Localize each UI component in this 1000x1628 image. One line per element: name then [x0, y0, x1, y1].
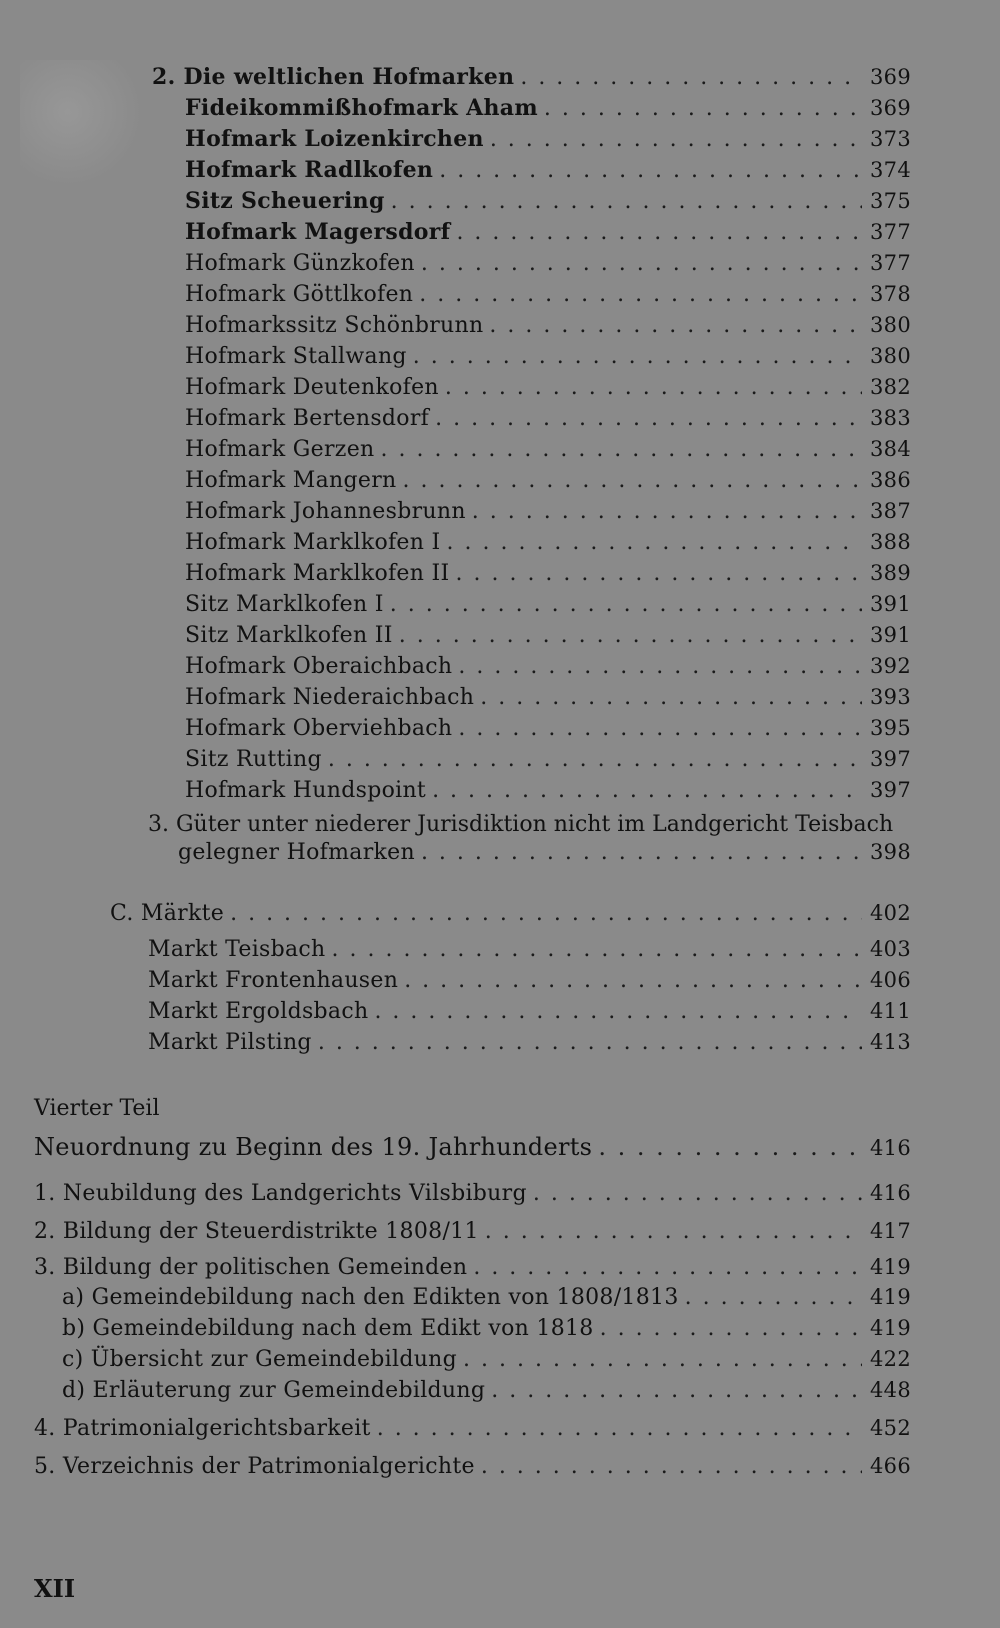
leader-dots	[485, 1219, 862, 1245]
toc-entry-label: Sitz Marklkofen II	[185, 623, 393, 648]
toc-entry-hofmark[interactable]	[185, 436, 910, 463]
leader-dots	[520, 65, 862, 91]
toc-entry-page: 382	[870, 375, 911, 399]
toc-entry-page: 402	[870, 901, 911, 925]
toc-entry-label: Hofmark Mangern	[185, 468, 397, 493]
toc-entry-label: C. Märkte	[110, 901, 225, 926]
toc-entry-hofmark[interactable]	[185, 777, 910, 804]
toc-entry-page: 413	[870, 1030, 911, 1054]
toc-entry-page: 369	[870, 96, 911, 120]
toc-entry-page: 466	[870, 1454, 911, 1478]
toc-entry-page: 378	[870, 282, 911, 306]
toc-entry-hofmark[interactable]	[185, 405, 910, 432]
leader-dots	[374, 999, 862, 1025]
toc-entry-page: 380	[870, 313, 911, 337]
toc-entry-label: Hofmark Hundspoint	[185, 778, 427, 803]
leader-dots	[458, 716, 862, 742]
toc-entry-page: 416	[870, 1181, 911, 1205]
leader-dots	[230, 901, 862, 927]
leader-dots	[421, 840, 862, 866]
toc-entry-page: 391	[870, 623, 911, 647]
toc-entry-page: 389	[870, 561, 911, 585]
toc-entry-hofmark[interactable]	[185, 622, 910, 649]
toc-entry-page: 419	[870, 1285, 911, 1309]
toc-entry-label: a) Gemeindebildung nach den Edikten von 1808/1813	[62, 1285, 679, 1310]
leader-dots	[480, 685, 862, 711]
toc-entry-page: 375	[870, 189, 911, 213]
toc-entry-hofmark[interactable]	[185, 498, 910, 525]
toc-entry-weltliche-hofmarken[interactable]	[152, 64, 910, 91]
toc-subentry[interactable]	[62, 1377, 910, 1404]
toc-entry-label: Hofmark Niederaichbach	[185, 685, 475, 710]
toc-entry-hofmark[interactable]	[185, 188, 910, 215]
toc-entry-hofmark[interactable]	[185, 591, 910, 618]
toc-entry[interactable]	[34, 1453, 910, 1480]
leader-dots	[685, 1285, 862, 1311]
toc-entry-label: Fideikommißhofmark Aham	[185, 95, 538, 121]
toc-entry-hofmark[interactable]	[185, 312, 910, 339]
toc-entry-label: 3. Bildung der politischen Gemeinden	[34, 1255, 468, 1280]
toc-entry-page: 383	[870, 406, 911, 430]
toc-entry[interactable]	[34, 1180, 910, 1207]
toc-entry-hofmark[interactable]	[185, 529, 910, 556]
leader-dots	[432, 778, 862, 804]
leader-dots	[472, 499, 862, 525]
toc-entry-label: Sitz Rutting	[185, 747, 322, 772]
toc-entry-label: 4. Patrimonialgerichtsbarkeit	[34, 1416, 371, 1441]
toc-entry-page: 387	[870, 499, 911, 523]
toc-entry-page: 411	[870, 999, 911, 1023]
toc-entry-label: Hofmark Oberviehbach	[185, 716, 453, 741]
toc-entry-label: Markt Pilsting	[148, 1030, 312, 1055]
toc-entry-label-line1: 3. Güter unter niederer Jurisdiktion nicht im Landgericht Teisbach	[148, 812, 894, 837]
leader-dots	[435, 406, 862, 432]
leader-dots	[533, 1181, 862, 1207]
leader-dots	[544, 96, 862, 122]
toc-entry-label: Hofmark Deutenkofen	[185, 375, 439, 400]
toc-entry-label: Markt Frontenhausen	[148, 968, 399, 993]
toc-entry-page: 448	[870, 1378, 911, 1402]
part-title: Neuordnung zu Beginn des 19. Jahrhunderts	[34, 1133, 593, 1161]
toc-entry-hofmark[interactable]	[185, 467, 910, 494]
toc-entry-label: Hofmarkssitz Schönbrunn	[185, 313, 484, 338]
toc-entry-hofmark[interactable]	[185, 715, 910, 742]
page-number: XII	[34, 1574, 76, 1603]
leader-dots	[456, 220, 862, 246]
toc-entry-label-line2: gelegner Hofmarken	[178, 840, 415, 865]
toc-entry-label: Hofmark Johannesbrunn	[185, 499, 466, 524]
toc-entry-label: 1. Neubildung des Landgerichts Vilsbiburg	[34, 1181, 527, 1206]
toc-entry-gueter-jurisdiktion[interactable]	[148, 810, 910, 866]
leader-dots	[491, 1378, 862, 1404]
toc-entry-label: Hofmark Günzkofen	[185, 251, 415, 276]
toc-entry-page: 380	[870, 344, 911, 368]
leader-dots	[403, 468, 863, 494]
toc-entry-hofmark[interactable]	[185, 126, 910, 153]
leader-dots	[439, 158, 862, 184]
toc-entry-markt[interactable]	[148, 936, 910, 963]
leader-dots	[481, 1454, 862, 1480]
leader-dots	[380, 437, 862, 463]
toc-subentry[interactable]	[62, 1284, 910, 1311]
toc-entry-label: Hofmark Bertensdorf	[185, 406, 430, 431]
toc-entry-page: 419	[870, 1316, 911, 1340]
leader-dots	[413, 344, 862, 370]
toc-entry-page: 398	[870, 840, 911, 864]
toc-entry-page: 386	[870, 468, 911, 492]
toc-entry-page: 395	[870, 716, 911, 740]
toc-entry-label: c) Übersicht zur Gemeindebildung	[62, 1347, 458, 1372]
leader-dots	[473, 1255, 862, 1281]
toc-entry-page: 388	[870, 530, 911, 554]
leader-dots	[390, 592, 862, 618]
toc-entry-page: 377	[870, 251, 911, 275]
toc-entry-label: Markt Teisbach	[148, 937, 326, 962]
toc-entry-page: 416	[870, 1136, 911, 1160]
toc-entry-label: Markt Ergoldsbach	[148, 999, 369, 1024]
leader-dots	[600, 1316, 862, 1342]
toc-entry-hofmark[interactable]	[185, 281, 910, 308]
toc-entry-hofmark[interactable]	[185, 343, 910, 370]
toc-entry-page: 377	[870, 220, 911, 244]
toc-entry[interactable]	[34, 1218, 910, 1245]
scan-smudge	[20, 60, 140, 190]
toc-entry-page: 422	[870, 1347, 911, 1371]
toc-entry-label: Sitz Scheuering	[185, 188, 385, 214]
leader-dots	[421, 251, 862, 277]
toc-entry-neuordnung[interactable]	[34, 1134, 910, 1161]
leader-dots	[447, 530, 862, 556]
toc-entry-page: 391	[870, 592, 911, 616]
toc-entry-page: 369	[870, 65, 911, 89]
toc-entry-label: Hofmark Magersdorf	[185, 219, 451, 245]
leader-dots	[456, 561, 863, 587]
leader-dots	[489, 313, 862, 339]
toc-entry-page: 384	[870, 437, 911, 461]
toc-entry-page: 397	[870, 778, 911, 802]
toc-entry-markt[interactable]	[148, 1029, 910, 1056]
leader-dots	[463, 1347, 862, 1373]
toc-entry-label: Hofmark Marklkofen II	[185, 561, 450, 586]
toc-entry-hofmark[interactable]	[185, 653, 910, 680]
toc-entry-label: Hofmark Oberaichbach	[185, 654, 453, 679]
toc-entry[interactable]	[34, 1415, 910, 1442]
toc-entry-hofmark[interactable]	[185, 157, 910, 184]
toc-entry-page: 452	[870, 1416, 911, 1440]
leader-dots	[377, 1416, 862, 1442]
toc-entry-label: b) Gemeindebildung nach dem Edikt von 1818	[62, 1316, 594, 1341]
toc-entry-page: 393	[870, 685, 911, 709]
toc-entry-label: Hofmark Gerzen	[185, 437, 375, 462]
leader-dots	[404, 968, 862, 994]
toc-entry[interactable]	[34, 1254, 910, 1281]
toc-entry-page: 374	[870, 158, 911, 182]
toc-entry-label: Hofmark Stallwang	[185, 344, 407, 369]
leader-dots	[490, 127, 862, 153]
toc-entry-label: Hofmark Radlkofen	[185, 157, 434, 183]
leader-dots	[445, 375, 862, 401]
toc-subentry[interactable]	[62, 1315, 910, 1342]
toc-entry-label: 2. Die weltlichen Hofmarken	[152, 64, 515, 90]
toc-entry-markt[interactable]	[148, 967, 910, 994]
toc-entry-hofmark[interactable]	[185, 250, 910, 277]
toc-entry-hofmark[interactable]	[185, 746, 910, 773]
leader-dots	[328, 747, 862, 773]
toc-entry-page: 417	[870, 1219, 911, 1243]
toc-entry-label: Hofmark Göttlkofen	[185, 282, 414, 307]
leader-dots	[391, 189, 862, 215]
toc-entry-page: 406	[870, 968, 911, 992]
toc-entry-label: Sitz Marklkofen I	[185, 592, 384, 617]
toc-entry-label: 5. Verzeichnis der Patrimonialgerichte	[34, 1454, 475, 1479]
toc-entry-markt[interactable]	[148, 998, 910, 1025]
leader-dots	[598, 1134, 862, 1160]
toc-entry-page: 403	[870, 937, 911, 961]
leader-dots	[332, 937, 862, 963]
toc-entry-page: 419	[870, 1255, 911, 1279]
part-label: Vierter Teil	[34, 1096, 160, 1121]
toc-entry-label: 2. Bildung der Steuerdistrikte 1808/11	[34, 1219, 479, 1244]
toc-entry-label: Hofmark Loizenkirchen	[185, 126, 484, 152]
toc-entry-page: 373	[870, 127, 911, 151]
toc-entry-label: Hofmark Marklkofen I	[185, 530, 441, 555]
leader-dots	[419, 282, 862, 308]
toc-entry-hofmark[interactable]	[185, 374, 910, 401]
toc-entry-hofmark[interactable]	[185, 560, 910, 587]
leader-dots	[318, 1030, 862, 1056]
leader-dots	[399, 623, 862, 649]
toc-entry-maerkte[interactable]	[110, 900, 910, 927]
toc-entry-page: 397	[870, 747, 911, 771]
toc-entry-hofmark[interactable]	[185, 95, 910, 122]
toc-entry-page: 392	[870, 654, 911, 678]
toc-entry-hofmark[interactable]	[185, 684, 910, 711]
toc-entry-label: d) Erläuterung zur Gemeindebildung	[62, 1378, 486, 1403]
toc-subentry[interactable]	[62, 1346, 910, 1373]
leader-dots	[458, 654, 862, 680]
toc-entry-hofmark[interactable]	[185, 219, 910, 246]
